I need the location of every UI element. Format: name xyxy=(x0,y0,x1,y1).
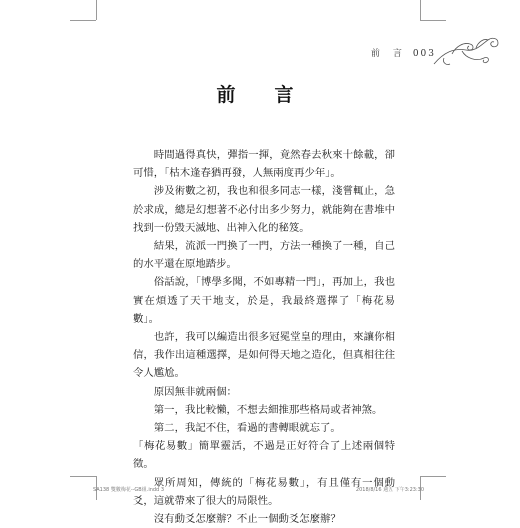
paragraph: 涉及術數之初，我也和很多同志一樣，淺嘗輒止，急於求成，總是幻想著不必付出多少努力，就能夠在書堆中找到一份毀天滅地、出神入化的秘笈。 xyxy=(133,185,395,234)
body-text xyxy=(133,146,395,528)
running-head xyxy=(367,46,436,59)
paragraph: 俗話說，「博學多聞，不如專精一門」，再加上，我也實在煩透了天干地支，於是，我最終選擇了「梅花易數」。 xyxy=(133,276,395,325)
running-title: 前 言 xyxy=(370,49,404,59)
paragraph: 眾所周知，傳統的「梅花易數」，有且僅有一個動爻，這就帶來了很大的局限性。 xyxy=(133,476,395,507)
paragraph: 時間過得真快，彈指一揮，竟然春去秋來十餘載，卻可惜，「枯木逢春猶再發，人無兩度再少年」。 xyxy=(133,149,395,180)
crop-mark xyxy=(96,0,97,20)
chapter-title: 前 言 xyxy=(216,84,304,106)
paragraph: 「梅花易數」簡單靈活，不過是正好符合了上述兩個特徵。 xyxy=(133,440,395,471)
paragraph: 結果，流派一門換了一門，方法一種換了一種，自己的水平還在原地踏步。 xyxy=(133,240,395,271)
crop-mark xyxy=(420,20,446,21)
paragraph: 原因無非就兩個： xyxy=(153,385,237,398)
paragraph: 第一，我比較懶，不想去細推那些格局或者神煞。 xyxy=(153,403,383,416)
floral-ornament-icon xyxy=(432,34,502,70)
crop-mark xyxy=(420,476,446,477)
print-slug xyxy=(0,484,520,494)
crop-mark xyxy=(420,0,421,20)
paragraph: 沒有動爻怎麼辦？不止一個動爻怎麼辦？ xyxy=(153,513,341,526)
crop-mark xyxy=(70,20,96,21)
slug-timestamp: 2018/8/16 週五 下午3:23:30 xyxy=(355,487,424,493)
paragraph: 也許，我可以編造出很多冠冕堂皇的理由，來讓你相信，我作出這種選擇，是如何得天地之造化，但真相往往令人尷尬。 xyxy=(133,331,395,380)
paragraph: 第二，我記不住，看過的書轉眼就忘了。 xyxy=(153,422,341,435)
crop-mark xyxy=(70,476,96,477)
page-number: 003 xyxy=(412,49,436,59)
slug-filename: SA138 雙數梅花--GB組.indd 3 xyxy=(93,487,164,493)
